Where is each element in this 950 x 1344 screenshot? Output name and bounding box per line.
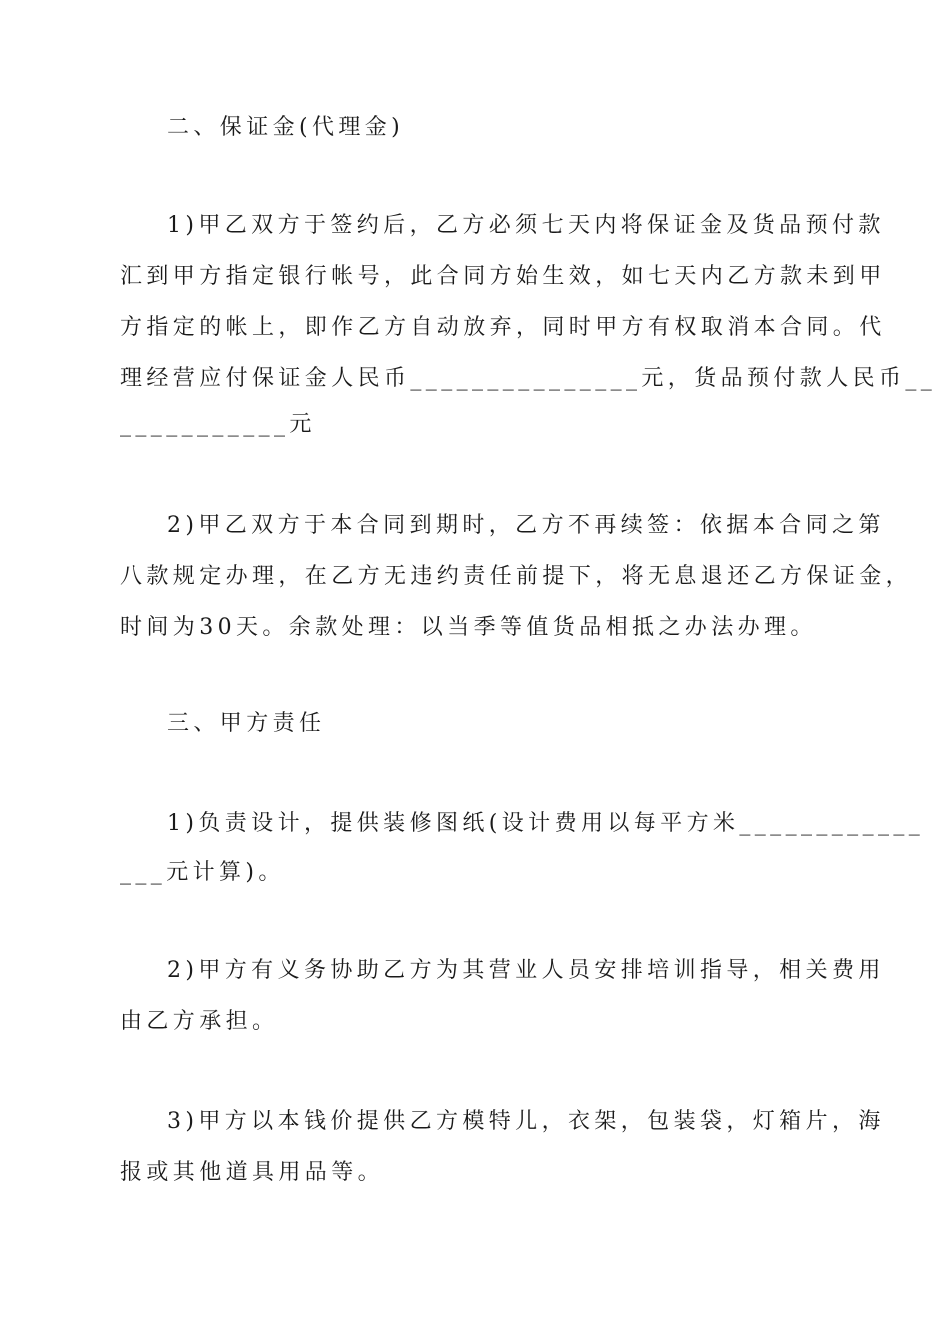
clause-line: ___元计算)。: [120, 860, 285, 885]
clause-line: ___________元: [120, 412, 316, 437]
clause-line: 2)甲方有义务协助乙方为其营业人员安排培训指导，相关费用: [167, 958, 885, 983]
clause-line: 时间为30天。余款处理：以当季等值货品相抵之办法办理。: [120, 615, 817, 640]
clause-line: 理经营应付保证金人民币_______________元，货品预付款人民币__: [120, 366, 937, 391]
clause-line: 由乙方承担。: [120, 1009, 279, 1034]
section-heading-party-a-duties: 三、甲方责任: [167, 711, 326, 736]
clause-line: 八款规定办理，在乙方无违约责任前提下，将无息退还乙方保证金，: [120, 564, 913, 589]
clause-line: 报或其他道具用品等。: [120, 1160, 385, 1185]
clause-line: 2)甲乙双方于本合同到期时，乙方不再续签：依据本合同之第: [167, 513, 885, 538]
clause-line: 1)负责设计，提供装修图纸(设计费用以每平方米____________: [167, 811, 925, 836]
section-heading-deposit: 二、保证金(代理金): [167, 115, 405, 140]
clause-line: 汇到甲方指定银行帐号，此合同方始生效，如七天内乙方款未到甲: [120, 264, 886, 289]
clause-line: 3)甲方以本钱价提供乙方模特儿，衣架，包装袋，灯箱片，海: [167, 1109, 885, 1134]
clause-line: 1)甲乙双方于签约后，乙方必须七天内将保证金及货品预付款: [167, 213, 885, 238]
clause-line: 方指定的帐上，即作乙方自动放弃，同时甲方有权取消本合同。代: [120, 315, 886, 340]
